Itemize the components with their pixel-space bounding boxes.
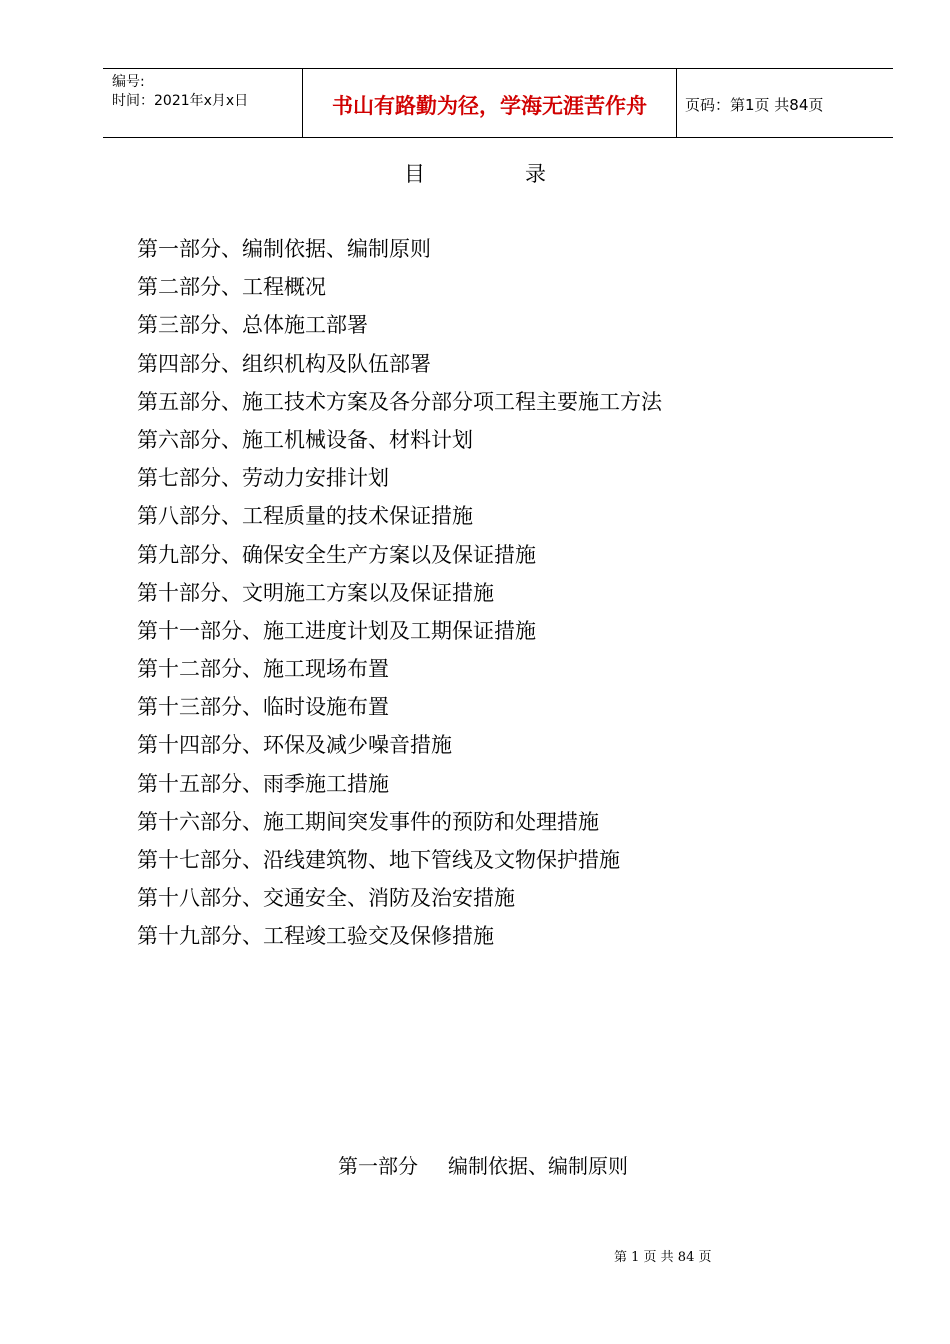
page-header	[103, 68, 893, 138]
toc-item: 第三部分、总体施工部署	[137, 313, 368, 338]
toc-item: 第四部分、组织机构及队伍部署	[137, 351, 431, 376]
toc-item: 第十七部分、沿线建筑物、地下管线及文物保护措施	[137, 848, 620, 872]
header-meta	[103, 69, 303, 137]
toc-title	[0, 158, 950, 188]
toc-item: 第七部分、劳动力安排计划	[137, 466, 389, 491]
toc-title-part2: 录	[525, 162, 546, 186]
document-time-label: 时间：2021年x月x日	[112, 93, 249, 109]
table-of-contents	[137, 230, 662, 956]
toc-item: 第十四部分、环保及减少噪音措施	[137, 733, 452, 758]
section-heading	[338, 1150, 628, 1179]
section-part-label: 第一部分	[338, 1154, 418, 1178]
toc-item: 第六部分、施工机械设备、材料计划	[137, 427, 473, 452]
toc-item: 第十一部分、施工进度计划及工期保证措施	[137, 618, 536, 643]
toc-item: 第九部分、确保安全生产方案以及保证措施	[137, 542, 536, 567]
toc-item: 第二部分、工程概况	[137, 275, 326, 300]
toc-title-part1: 目	[404, 162, 425, 186]
toc-item: 第十部分、文明施工方案以及保证措施	[137, 580, 494, 605]
toc-item: 第五部分、施工技术方案及各分部分项工程主要施工方法	[137, 389, 662, 414]
section-title: 编制依据、编制原则	[448, 1154, 628, 1178]
toc-item: 第十二部分、施工现场布置	[137, 657, 389, 682]
toc-item: 第八部分、工程质量的技术保证措施	[137, 504, 473, 529]
toc-item: 第十三部分、临时设施布置	[137, 695, 389, 720]
toc-item: 第十六部分、施工期间突发事件的预防和处理措施	[137, 809, 599, 834]
toc-item: 第十九部分、工程竣工验交及保修措施	[137, 924, 494, 949]
header-motto: 书山有路勤为径，学海无涯苦作舟	[303, 69, 677, 137]
document-number-label: 编号:	[112, 74, 145, 90]
header-page-info: 页码：第1页 共84页	[685, 95, 824, 114]
page-footer: 第 1 页 共 84 页	[614, 1250, 712, 1265]
toc-item: 第十五部分、雨季施工措施	[137, 771, 389, 796]
toc-item: 第一部分、编制依据、编制原则	[137, 237, 431, 261]
toc-item: 第十八部分、交通安全、消防及治安措施	[137, 886, 515, 911]
